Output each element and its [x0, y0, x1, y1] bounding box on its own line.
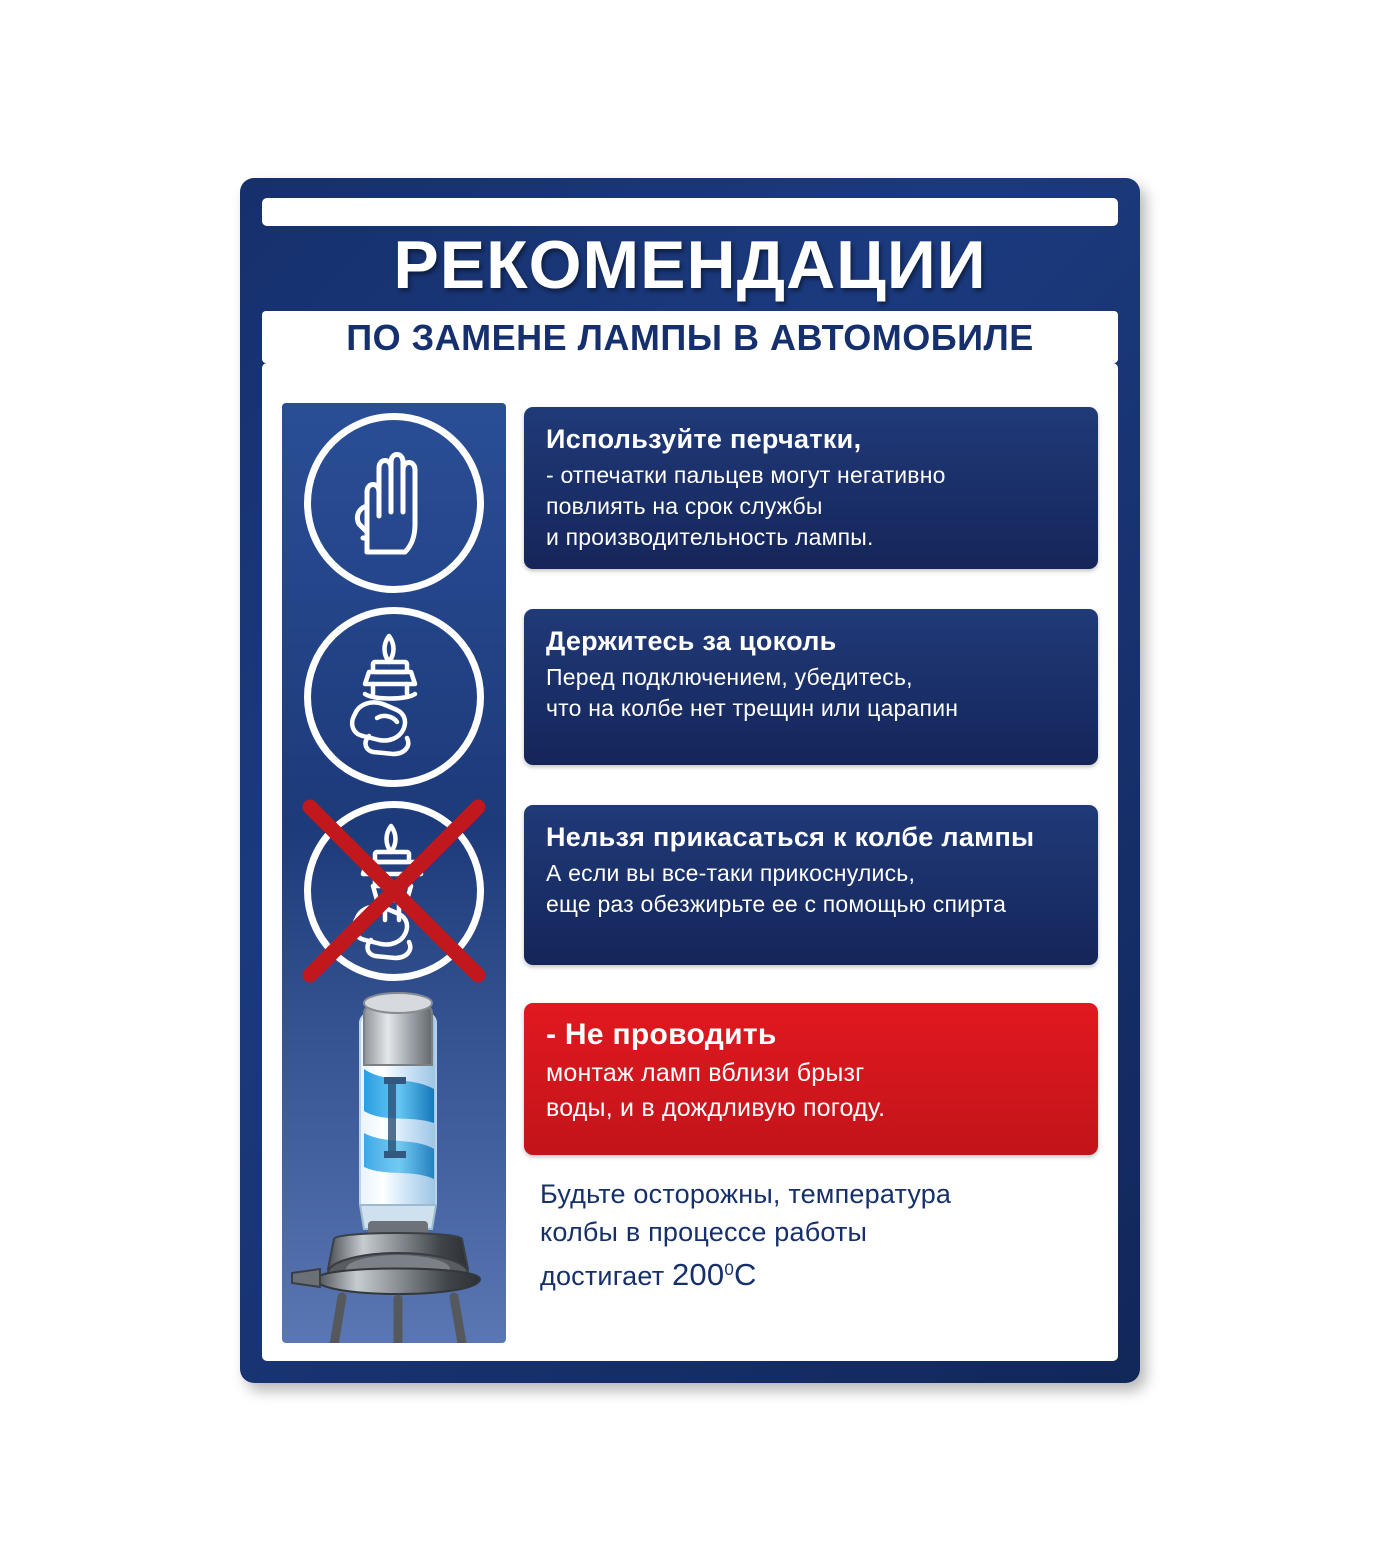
icon-column: [282, 403, 506, 1343]
page-title: РЕКОМЕНДАЦИИ: [393, 227, 987, 303]
tip-line: - отпечатки пальцев могут негативно: [546, 462, 946, 488]
tip-card-hold-base-body: [546, 662, 1078, 724]
tip-card-gloves-body: [546, 460, 1078, 553]
tip-line: Перед подключением, убедитесь,: [546, 664, 913, 690]
poster: [240, 178, 1140, 1383]
tip-card-hold-base: [524, 609, 1098, 765]
page-subtitle: ПО ЗАМЕНЕ ЛАМПЫ В АВТОМОБИЛЕ: [346, 317, 1034, 358]
warning-line: монтаж ламп вблизи брызг: [546, 1059, 865, 1087]
tip-line: А если вы все-таки прикоснулись,: [546, 860, 916, 886]
temperature-note-prefix: достигает: [540, 1261, 672, 1291]
tip-card-hold-base-title: Держитесь за цоколь: [546, 626, 837, 656]
no-touch-bulb-icon: [304, 801, 484, 981]
tip-card-no-touch-title: Нельзя прикасаться к колбе лампы: [546, 822, 1035, 852]
warning-card-no-water: [524, 1003, 1098, 1155]
content-panel: [262, 363, 1118, 1361]
glove-icon: [304, 413, 484, 593]
temperature-unit: С: [733, 1257, 757, 1292]
warning-card-body: [546, 1056, 1078, 1126]
halogen-bulb-photo: [282, 973, 506, 1343]
tip-card-gloves-title: Используйте перчатки,: [546, 424, 862, 454]
hand-holding-bulb-base-icon: [304, 607, 484, 787]
temperature-note: [540, 1175, 1110, 1295]
tip-line: повлиять на срок службы: [546, 493, 823, 519]
temperature-note-line: [540, 1251, 1110, 1295]
tip-card-gloves: [524, 407, 1098, 569]
tip-card-no-touch: [524, 805, 1098, 965]
tip-line: и производительность лампы.: [546, 524, 874, 550]
warning-card-title: - Не проводить: [546, 1018, 777, 1051]
temperature-value: 200: [671, 1257, 725, 1292]
temperature-note-line: колбы в процессе работы: [540, 1217, 868, 1247]
tip-line: что на колбе нет трещин или царапин: [546, 695, 959, 721]
temperature-degree: 0: [724, 1260, 734, 1279]
warning-line: воды, и в дождливую погоду.: [546, 1094, 886, 1122]
tip-card-no-touch-body: [546, 858, 1078, 920]
temperature-note-line: Будьте осторожны, температура: [540, 1179, 952, 1209]
tip-line: еще раз обезжирьте ее с помощью спирта: [546, 891, 1007, 917]
top-white-strip: [262, 198, 1118, 226]
